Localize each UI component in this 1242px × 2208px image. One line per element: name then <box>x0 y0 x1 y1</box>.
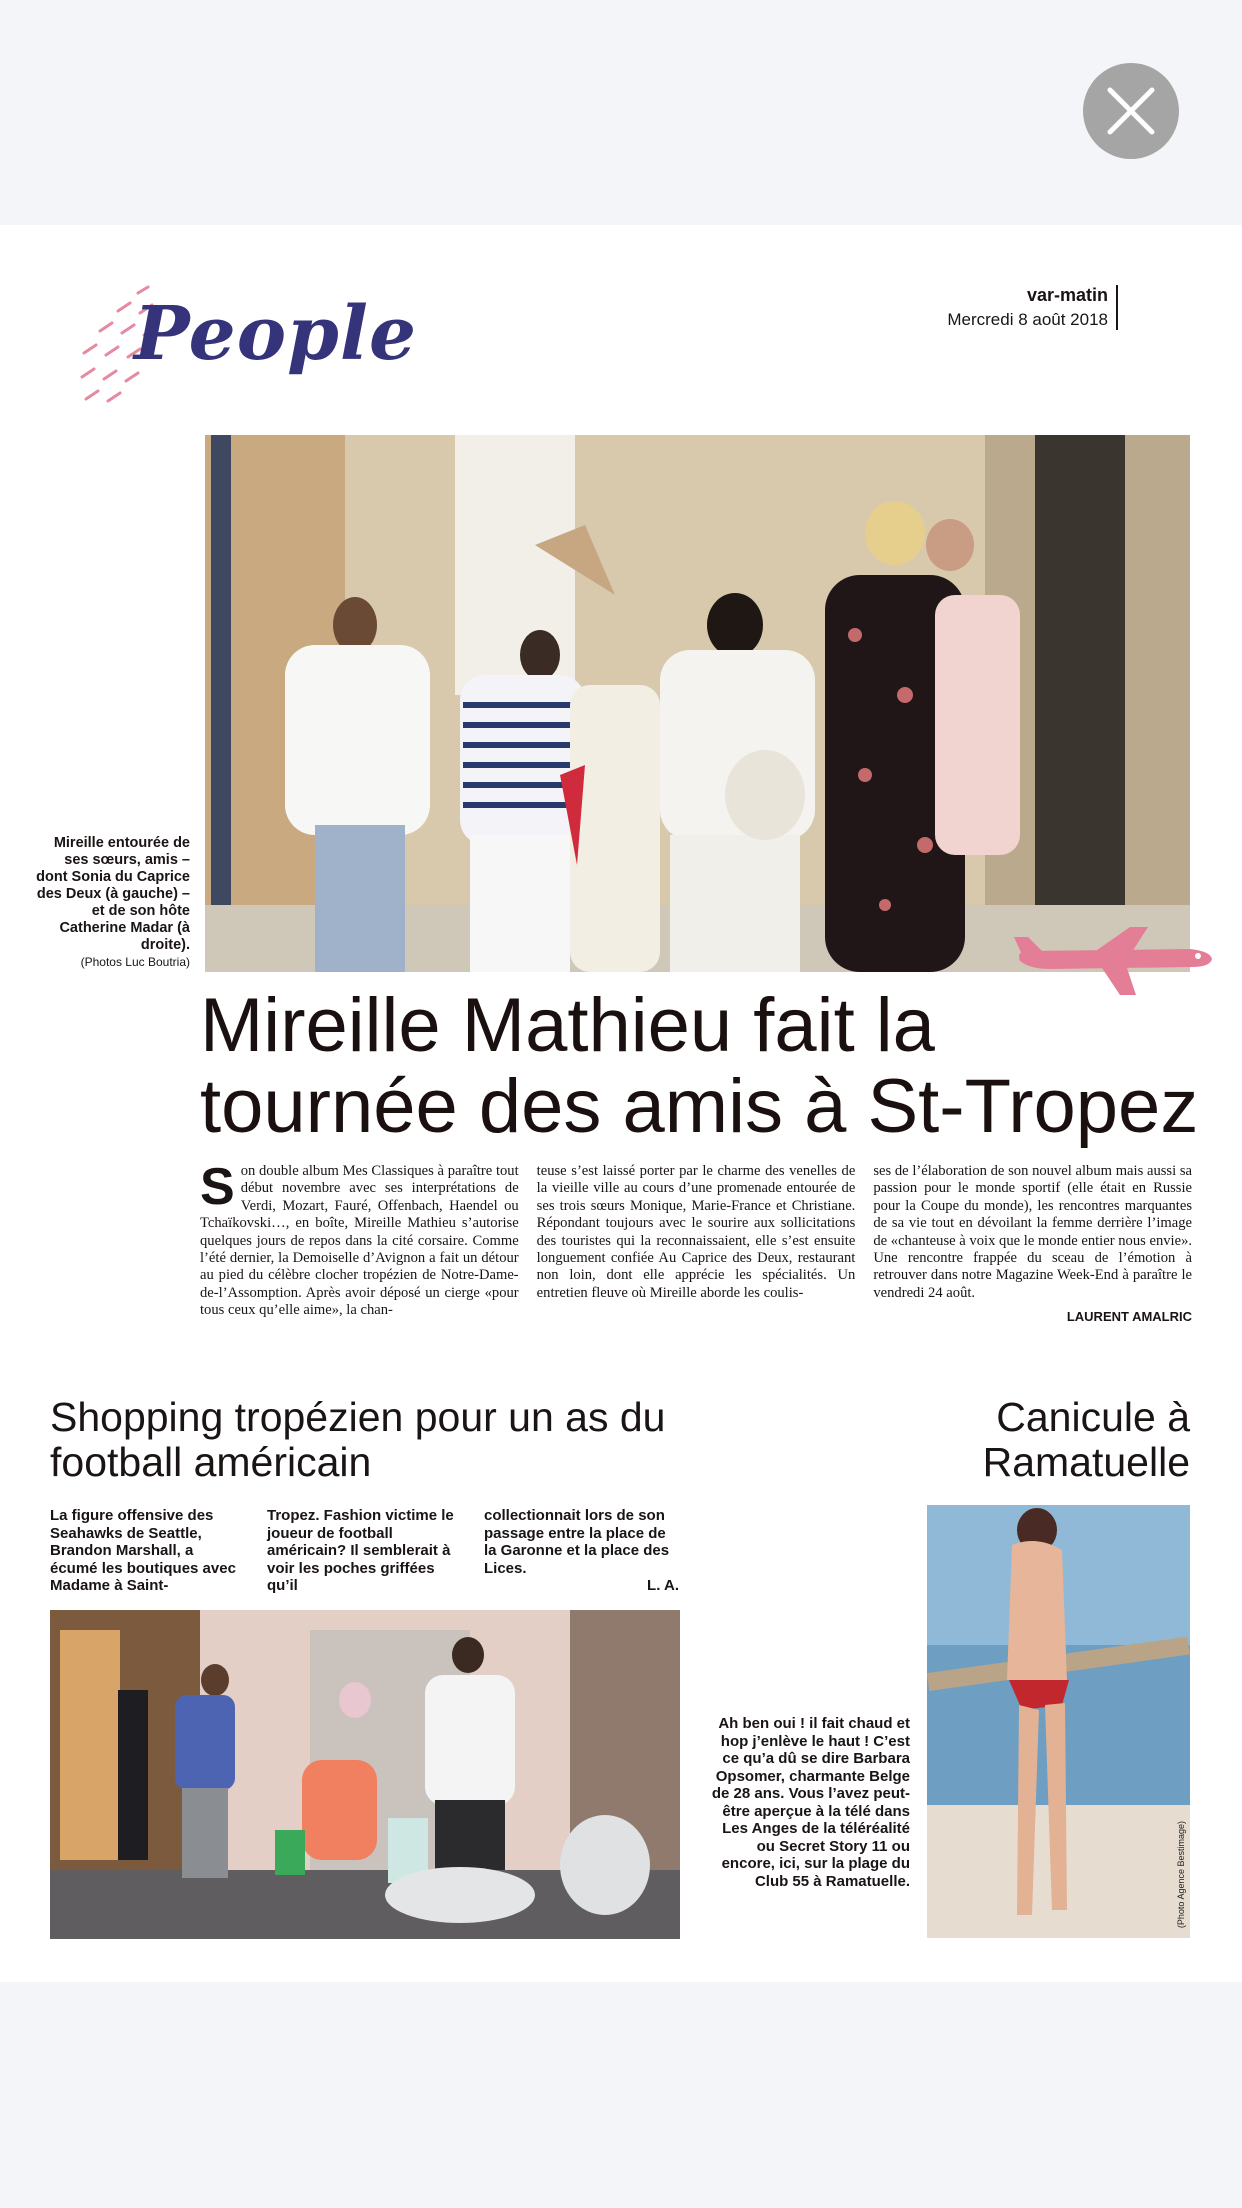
dropcap: S <box>200 1158 235 1216</box>
main-article-body <box>200 1158 1193 1326</box>
main-photo <box>205 435 1190 972</box>
main-photo-caption <box>30 835 190 971</box>
close-button[interactable] <box>1083 63 1179 159</box>
article-column-3 <box>873 1163 1192 1326</box>
shopping-initials: L. A. <box>647 1577 679 1594</box>
publication-date: Mercredi 8 août 2018 <box>947 310 1108 329</box>
shopping-lead <box>50 1507 680 1595</box>
article-column-1-text: on double album Mes Classiques à paraître tout début novembre avec ses interprétations de Verdi, Mozart, Fauré, Offenbach, Haendel ou Tchaïkovski…, en boîte, Mireille Mathieu s’autorise quelques jours de repos dans la cité corsaire. Comme l’été dernier, la Demoiselle d’Avignon a fait un détour au pied du célèbre clocher tropézien de Notre-Dame-de-l’Assomption. Après avoir déposé un cierge «pour tous ceux qu’elle aime», la chan- <box>200 1163 519 1319</box>
main-photo-credit: (Photos Luc Boutria) <box>80 955 190 969</box>
masthead <box>947 285 1118 330</box>
shopping-headline: Shopping tropézien pour un as du football américain <box>50 1394 666 1485</box>
canicule-caption: Ah ben oui ! il fait chaud et hop j’enlève le haut ! C’est ce qu’a dû se dire Barbara Opsomer, charmante Belge de 28 ans. Vous l’avez peut-être aperçue à la télé dans Les Anges de la téléréalité ou Secret Story 11 ou encore, ici, sur la plage du Club 55 à Ramatuelle. <box>711 1715 910 1890</box>
main-headline: Mireille Mathieu fait la tournée des amis à St-Tropez <box>200 983 1199 1149</box>
article-column-1 <box>200 1158 519 1326</box>
newspaper-page[interactable] <box>0 225 1242 1982</box>
shopping-column-3 <box>484 1507 679 1595</box>
article-column-2-text: teuse s’est laissé porter par le charme des venelles de la vieille ville au cours d’une promenade entourée de ses trois sœurs Monique, Marie-France et Christiane. Répondant toujours avec le sourire aux sollicitations des touristes qui la reconnaissaient, elle s’est ensuite longuement confiée Au Caprice des Deux, restaurant non loin, dont elle apprécie les spécialités. Un entretien fleuve où Mireille aborde les coulis- <box>536 1163 856 1301</box>
beach-photo-credit: (Photo Agence Bestimage) <box>1176 1820 1186 1928</box>
article-column-2 <box>537 1163 856 1326</box>
shopping-column-1: La figure offensive des Seahawks de Seattle, Brandon Marshall, a écumé les boutiques avec Madame à Saint- <box>50 1507 236 1594</box>
main-photo-caption-text: Mireille entourée de ses sœurs, amis – dont Sonia du Caprice des Deux (à gauche) – et de son hôte Catherine Madar (à droite). <box>36 835 190 953</box>
shopping-photo <box>50 1610 680 1939</box>
close-icon <box>1083 63 1179 159</box>
shopping-column-2: Tropez. Fashion victime le joueur de football américain? Il semblerait à voir les poches griffées qu’il <box>267 1507 454 1594</box>
shopping-column-3-text: collectionnait lors de son passage entre la place de la Garonne et la place des Lices. <box>484 1507 670 1577</box>
beach-photo <box>927 1505 1190 1938</box>
newspaper-name: var-matin <box>1026 285 1108 305</box>
canicule-headline: Canicule à Ramatuelle <box>982 1394 1190 1485</box>
section-title: People <box>134 291 418 377</box>
byline: LAURENT AMALRIC <box>1066 1309 1193 1325</box>
article-column-3-text: ses de l’élaboration de son nouvel album mais aussi sa passion pour le monde sportif (elle était en Russie pour la Coupe du monde), les rencontres marquantes de sa vie tout en dévoilant la femme derrière l’image de «chanteuse à voix que le monde entier nous envie». Une rencontre frappée du sceau de l’émotion à retrouver dans notre Magazine Week-End à paraître le vendredi 24 août. <box>873 1163 1193 1301</box>
